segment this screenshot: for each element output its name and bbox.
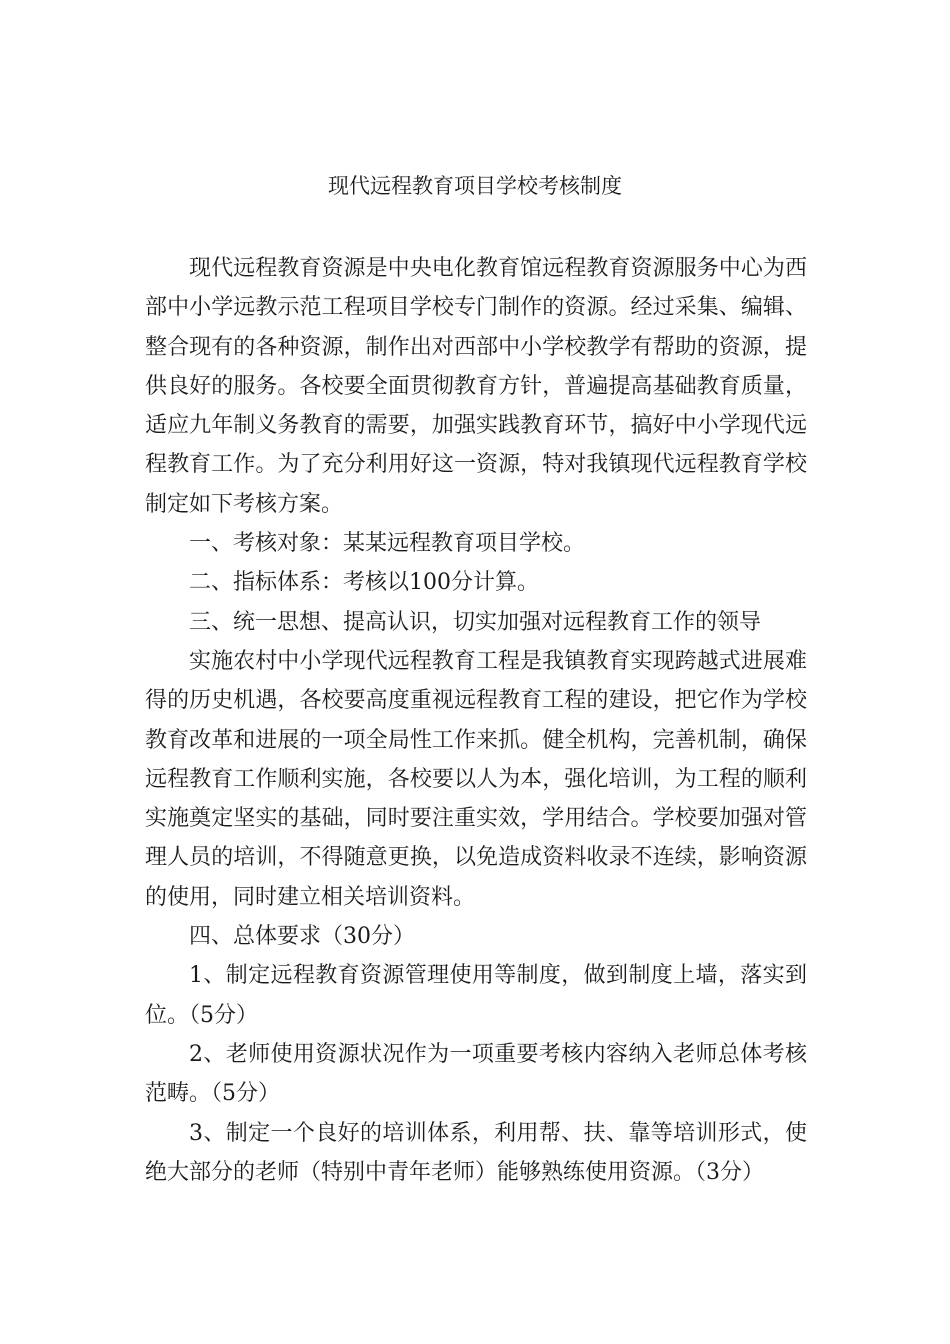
- section-requirements-heading: 四、总体要求（30分）: [189, 924, 415, 950]
- section-indicator-paragraph: 二、指标体系：考核以100分计算。: [189, 570, 539, 596]
- document-title: 现代远程教育项目学校考核制度: [328, 174, 622, 198]
- section-target-paragraph: 一、考核对象：某某远程教育项目学校。: [189, 531, 586, 557]
- leadership-paragraph: 实施农村中小学现代远程教育工程是我镇教育实现跨越式进展难得的历史机遇，各校要高度重视远程教育工程的建设，把它作为学校教育改革和进展的一项全局性工作来抓。健全机构，完善机制，确保远程教育工作顺利实施，各校要以人为本，强化培训，为工程的顺利实施奠定坚实的基础，同时要注重实效，学用结合。学校要加强对管理人员的培训，不得随意更换，以免造成资料收录不连续，影响资源的使用，同时建立相关培训资料。: [145, 648, 807, 910]
- section-leadership-heading: 三、统一思想、提高认识，切实加强对远程教育工作的领导: [189, 609, 762, 635]
- intro-paragraph: 现代远程教育资源是中央电化教育馆远程教育资源服务中心为西部中小学远教示范工程项目学校专门制作的资源。经过采集、编辑、整合现有的各种资源，制作出对西部中小学校教学有帮助的资源，提供良好的服务。各校要全面贯彻教育方针，普遍提高基础教育质量，适应九年制义务教育的需要，加强实践教育环节，搞好中小学现代远程教育工作。为了充分利用好这一资源，特对我镇现代远程教育学校制定如下考核方案。: [145, 256, 807, 517]
- requirement-item-2: 2、老师使用资源状况作为一项重要考核内容纳入老师总体考核范畴。（5分）: [145, 1041, 807, 1107]
- document-body: [145, 249, 807, 1192]
- requirement-item-3: 3、制定一个良好的培训体系，利用帮、扶、靠等培训形式，使绝大部分的老师（特别中青年老师）能够熟练使用资源。（3分）: [145, 1120, 807, 1185]
- requirement-item-1: 1、制定远程教育资源管理使用等制度，做到制度上墙，落实到位。（5分）: [145, 963, 807, 1028]
